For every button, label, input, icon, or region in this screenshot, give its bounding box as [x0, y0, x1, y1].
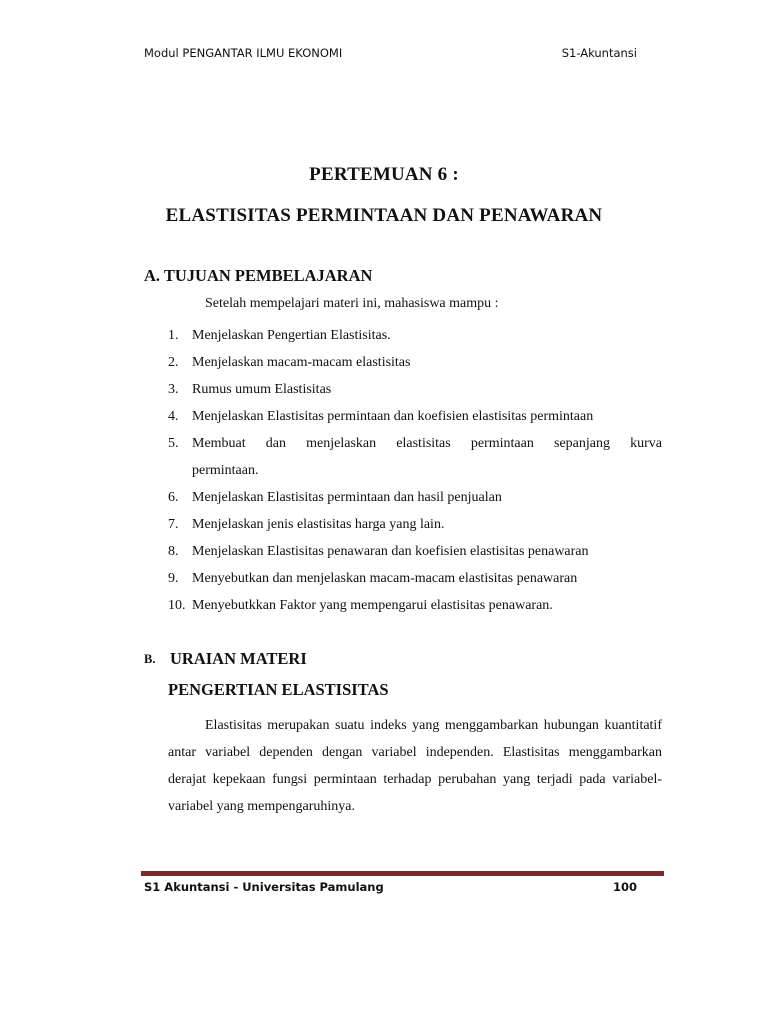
list-item-number: 6. — [168, 490, 179, 505]
chapter-title: ELASTISITAS PERMINTAAN DAN PENAWARAN — [165, 205, 603, 226]
list-item-number: 10. — [168, 598, 186, 613]
list-item-text: Menjelaskan Pengertian Elastisitas. — [192, 328, 391, 343]
list-item-number: 7. — [168, 517, 179, 532]
list-item-continuation: permintaan. — [192, 463, 259, 478]
list-item-number: 1. — [168, 328, 179, 343]
list-item-text: Menyebutkkan Faktor yang mempengarui elastisitas penawaran. — [192, 598, 553, 613]
list-item-text: Membuat dan menjelaskan elastisitas permintaan sepanjang kurva — [192, 436, 662, 451]
list-item-text: Rumus umum Elastisitas — [192, 382, 332, 397]
list-item-text: Menjelaskan macam-macam elastisitas — [192, 355, 411, 370]
list-item-number: 4. — [168, 409, 179, 424]
header-module-title: Modul PENGANTAR ILMU EKONOMI — [144, 46, 343, 60]
list-item — [168, 511, 662, 538]
page-number: 100 — [612, 880, 637, 894]
footer-divider — [141, 871, 664, 876]
objectives-list — [168, 322, 662, 619]
section-b-label: URAIAN MATERI — [170, 649, 307, 668]
list-item — [168, 565, 662, 592]
list-item — [168, 538, 662, 565]
list-item-number: 3. — [168, 382, 179, 397]
header-program: S1-Akuntansi — [561, 46, 637, 60]
list-item-text: Menyebutkan dan menjelaskan macam-macam elastisitas penawaran — [192, 571, 578, 586]
section-b-letter: B. — [144, 652, 156, 666]
page-footer — [144, 880, 637, 900]
list-item-number: 5. — [168, 436, 179, 451]
objectives-intro: Setelah mempelajari materi ini, mahasiswa mampu : — [205, 296, 499, 311]
list-item-number: 2. — [168, 355, 179, 370]
list-item-number: 8. — [168, 544, 179, 559]
section-a-heading: A. TUJUAN PEMBELAJARAN — [144, 266, 373, 285]
list-item — [168, 430, 662, 484]
list-item-text: Menjelaskan jenis elastisitas harga yang lain. — [192, 517, 445, 532]
list-item — [168, 484, 662, 511]
list-item-text: Menjelaskan Elastisitas penawaran dan koefisien elastisitas penawaran — [192, 544, 589, 559]
footer-institution: S1 Akuntansi - Universitas Pamulang — [144, 880, 384, 894]
list-item — [168, 349, 662, 376]
list-item — [168, 403, 662, 430]
page-header — [144, 46, 637, 66]
list-item-text: Menjelaskan Elastisitas permintaan dan koefisien elastisitas permintaan — [192, 409, 594, 424]
subsection-heading: PENGERTIAN ELASTISITAS — [168, 680, 389, 699]
meeting-title: PERTEMUAN 6 : — [309, 164, 459, 185]
list-item-text: Menjelaskan Elastisitas permintaan dan hasil penjualan — [192, 490, 502, 505]
list-item — [168, 376, 662, 403]
list-item — [168, 592, 662, 619]
list-item — [168, 322, 662, 349]
body-paragraph: Elastisitas merupakan suatu indeks yang menggambarkan hubungan kuantitatif antar variabel dependen dengan variabel independen. Elastisitas menggambarkan derajat kepekaan fungsi permintaan terhadap perubahan yang terjadi pada variabel-variabel yang mempengaruhinya. — [168, 718, 662, 814]
list-item-number: 9. — [168, 571, 179, 586]
